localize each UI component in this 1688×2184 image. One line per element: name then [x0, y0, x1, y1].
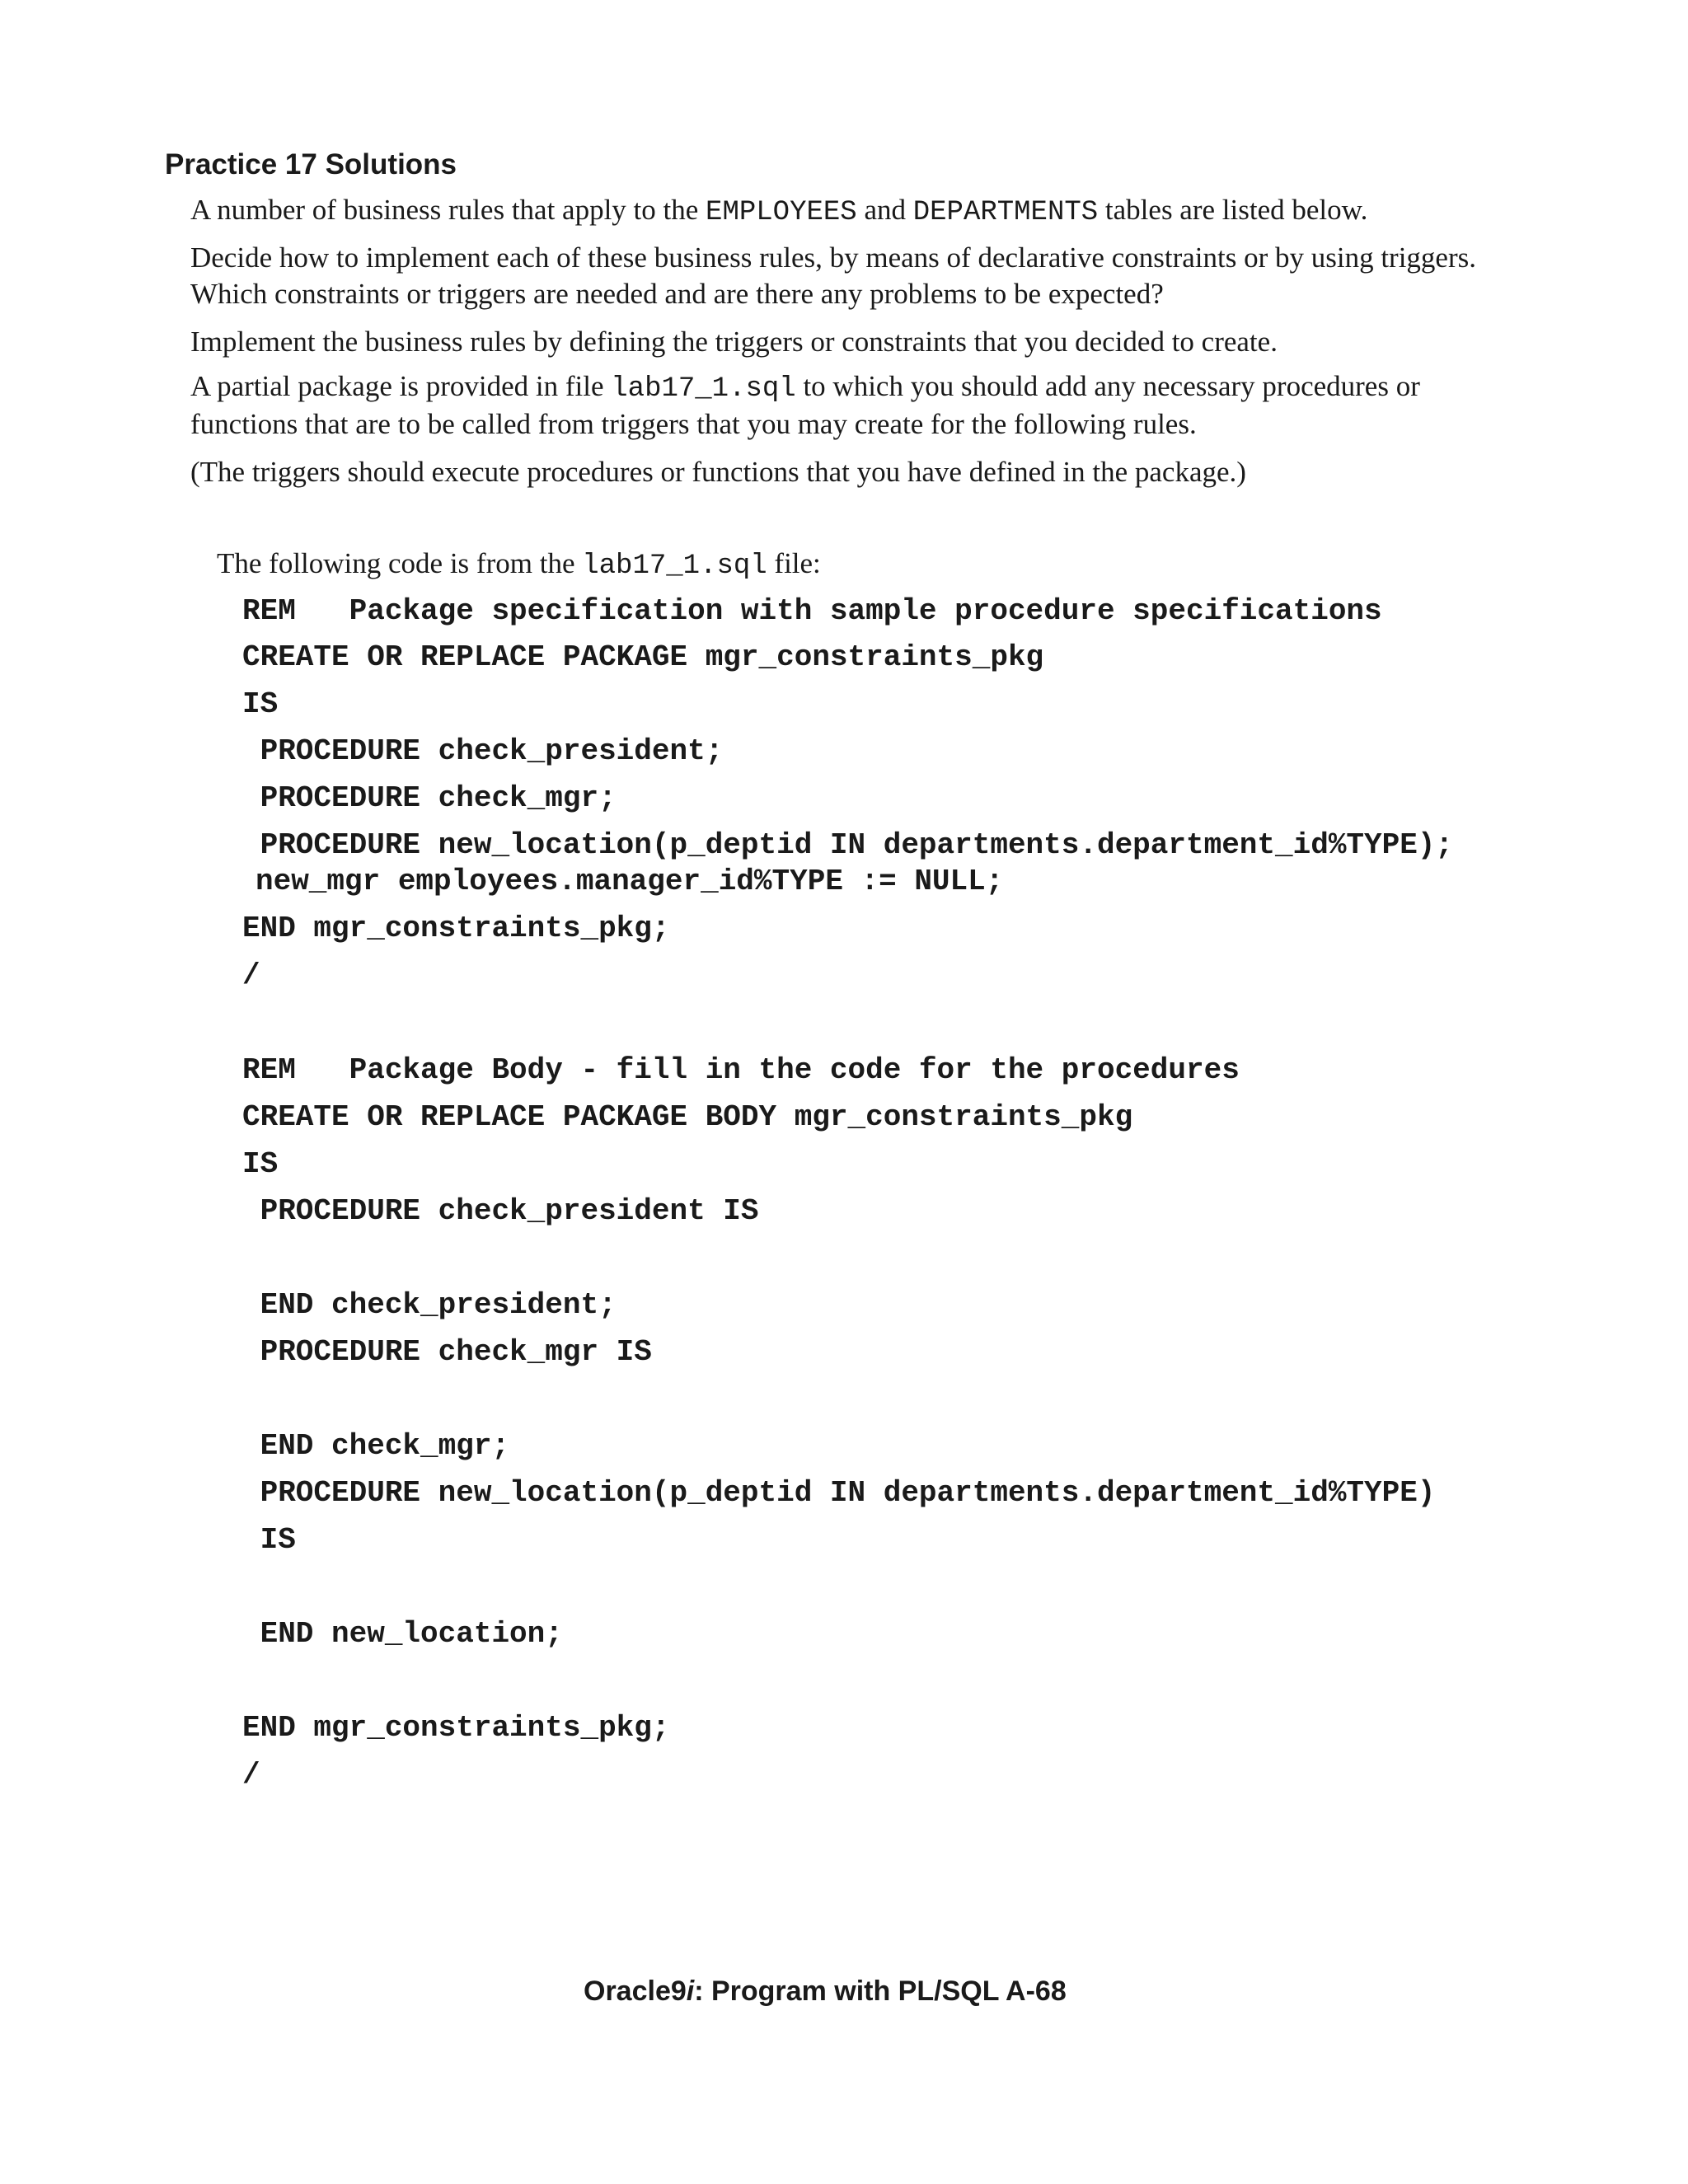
code-line: PROCEDURE check_president IS [242, 1194, 759, 1228]
intro-text-c: and [856, 194, 913, 226]
decide-paragraph-line1: Decide how to implement each of these business rules, by means of declarative constraints or by using triggers. [190, 241, 1476, 274]
code-line: PROCEDURE new_location(p_deptid IN departments.department_id%TYPE); [242, 828, 1454, 862]
code-line: PROCEDURE new_location(p_deptid IN departments.department_id%TYPE) [242, 1476, 1436, 1510]
code-intro-file-name: lab17_1.sql [582, 551, 767, 582]
code-line: / [242, 1758, 260, 1792]
implement-paragraph: Implement the business rules by defining the triggers or constraints that you decided to create. [190, 326, 1278, 358]
code-intro-a: The following code is from the [217, 547, 583, 579]
code-line: IS [242, 1523, 296, 1557]
code-intro-line [217, 546, 821, 584]
code-line: CREATE OR REPLACE PACKAGE mgr_constraints_pkg [242, 640, 1044, 674]
code-intro-c: file: [767, 547, 821, 579]
code-line: END check_mgr; [242, 1429, 510, 1463]
code-line: new_mgr employees.manager_id%TYPE := NULL; [256, 865, 1004, 898]
footer-page-info: : Program with PL/SQL A-68 [694, 1975, 1067, 2007]
code-line: END mgr_constraints_pkg; [242, 912, 670, 945]
partial-text-a: A partial package is provided in file [190, 370, 612, 402]
code-line: PROCEDURE check_mgr; [242, 781, 617, 815]
departments-table-name: DEPARTMENTS [912, 197, 1099, 228]
partial-package-line2: functions that are to be called from triggers that you may create for the following rules. [190, 408, 1197, 440]
code-line: PROCEDURE check_mgr IS [242, 1335, 652, 1369]
page-heading: Practice 17 Solutions [165, 148, 457, 180]
code-line: REM Package Body - fill in the code for the procedures [242, 1053, 1240, 1087]
footer-product: Oracle9 [584, 1975, 687, 2007]
triggers-paragraph: (The triggers should execute procedures or functions that you have defined in the package.) [190, 456, 1246, 488]
intro-text-e: tables are listed below. [1098, 194, 1368, 226]
code-line: IS [242, 687, 279, 721]
intro-paragraph [190, 192, 1367, 231]
code-line: / [242, 958, 260, 992]
code-line: CREATE OR REPLACE PACKAGE BODY mgr_constraints_pkg [242, 1100, 1133, 1134]
intro-text-a: A number of business rules that apply to the [190, 194, 706, 226]
page-footer [584, 1975, 1067, 2008]
partial-text-c: to which you should add any necessary procedures or [795, 370, 1420, 402]
lab-file-name: lab17_1.sql [611, 373, 796, 405]
employees-table-name: EMPLOYEES [706, 197, 857, 228]
code-line: END check_president; [242, 1288, 617, 1322]
code-line: END mgr_constraints_pkg; [242, 1711, 670, 1745]
partial-package-line1 [190, 368, 1420, 407]
decide-paragraph-line2: Which constraints or triggers are needed and are there any problems to be expected? [190, 278, 1164, 310]
code-line: REM Package specification with sample procedure specifications [242, 594, 1382, 628]
footer-product-suffix: i [686, 1975, 695, 2007]
code-line: END new_location; [242, 1617, 563, 1651]
code-line: IS [242, 1147, 279, 1181]
code-line: PROCEDURE check_president; [242, 734, 724, 768]
